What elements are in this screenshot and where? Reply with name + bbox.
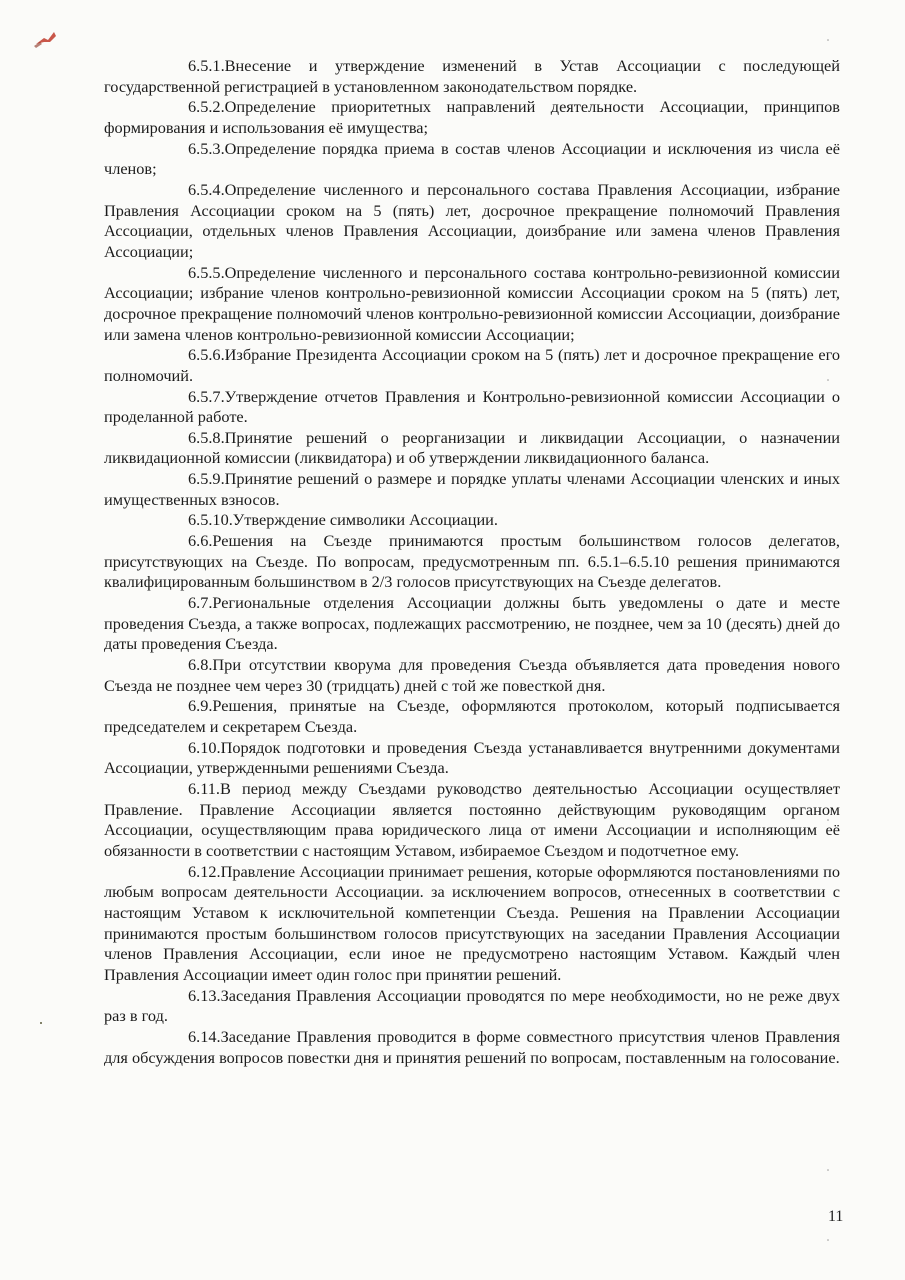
paragraph-text: Определение приоритетных направлений деятельности Ассоциации, принципов формирования и использования её имущества; <box>104 97 840 137</box>
paragraph-text: Порядок подготовки и проведения Съезда устанавливается внутренними документами Ассоциации, утвержденными решениями Съезда. <box>104 737 840 778</box>
paragraph <box>104 779 840 862</box>
paragraph-number: 6.5.2. <box>188 97 225 117</box>
paragraph-number: 6.5.5. <box>188 262 225 282</box>
paragraph <box>104 655 840 696</box>
paragraph-text: Внесение и утверждение изменений в Устав Ассоциации с последующей государственной регистрацией в установленном законодательством порядке. <box>104 56 840 96</box>
paragraph-number: 6.5.3. <box>188 138 225 158</box>
paragraph-number: 6.5.7. <box>188 386 225 406</box>
paragraph-number: 6.7. <box>188 593 213 613</box>
scan-speck <box>40 1022 42 1024</box>
paragraph-text: Определение численного и персонального состава контрольно-ревизионной комиссии Ассоциации; избрание членов контрольно-ревизионной комиссии Ассоциации сроком на 5 (пять) лет, досрочное прекращение полномочий членов контрольно-ревизионной комиссии Ассоциации, доизбрание или замена членов контрольно-ревизионной комиссии Ассоциации; <box>104 262 840 344</box>
paragraph-number: 6.5.10. <box>188 510 233 530</box>
paragraph <box>104 345 840 386</box>
paragraph-text: Избрание Президента Ассоциации сроком на 5 (пять) лет и досрочное прекращение его полномочий. <box>104 345 840 385</box>
paragraph-text: Заседания Правления Ассоциации проводятся по мере необходимости, но не реже двух раз в год. <box>104 985 840 1026</box>
paragraph-text: Определение порядка приема в состав членов Ассоциации и исключения из числа её членов; <box>104 138 840 179</box>
paragraph <box>104 986 840 1027</box>
paragraph <box>104 263 840 346</box>
paragraph-text: Принятие решений о размере и порядке уплаты членами Ассоциации членских и иных имущественных взносов. <box>104 469 840 509</box>
paragraph <box>104 1027 840 1068</box>
paragraph-text: Региональные отделения Ассоциации должны быть уведомлены о дате и месте проведения Съезда, а также вопросах, подлежащих рассмотрению, не позднее, чем за 10 (десять) дней до даты проведения Съезда. <box>104 593 840 654</box>
paragraph-number: 6.5.1. <box>188 56 225 75</box>
paragraph <box>104 531 840 593</box>
paragraph <box>104 180 840 263</box>
paragraph-text: Правление Ассоциации принимает решения, которые оформляются постановлениями по любым вопросам деятельности Ассоциации. за исключением вопросов, отнесенных в соответствии с настоящим Уставом к исключительной компетенции Съезда. Решения на Правлении Ассоциации принимаются простым большинством голосов присутствующих на заседании Правления Ассоциации членов Правления Ассоциации, если иное не предусмотрено настоящим Уставом. Каждый член Правления Ассоциации имеет один голос при принятии решений. <box>104 861 840 984</box>
paragraph <box>104 469 840 510</box>
paragraph <box>104 510 840 531</box>
paragraph-number: 6.12. <box>188 861 221 881</box>
paragraph-number: 6.5.6. <box>188 345 225 365</box>
paragraph <box>104 97 840 138</box>
paragraph-number: 6.5.8. <box>188 427 225 447</box>
paragraph <box>104 696 840 737</box>
paragraph-number: 6.6. <box>188 531 213 551</box>
paragraph <box>104 428 840 469</box>
paragraph-text: При отсутствии кворума для проведения Съезда объявляется дата проведения нового Съезда не позднее чем через 30 (тридцать) дней с той же повесткой дня. <box>104 655 840 695</box>
paragraph-number: 6.5.9. <box>188 469 225 489</box>
paragraph-text: Определение численного и персонального состава Правления Ассоциации, избрание Правления Ассоциации сроком на 5 (пять) лет, досрочное прекращение полномочий Правления Ассоциации, отдельных членов Правления Ассоциации, доизбрание или замена членов Правления Ассоциации; <box>104 179 840 261</box>
page-number: 11 <box>828 1208 844 1225</box>
paragraph-text: Утверждение отчетов Правления и Контрольно-ревизионной комиссии Ассоциации о проделанной работе. <box>104 386 840 427</box>
paragraph-number: 6.13. <box>188 985 221 1005</box>
paragraph-text: Заседание Правления проводится в форме совместного присутствия членов Правления для обсуждения вопросов повестки дня и принятия решений по вопросам, поставленным на голосование. <box>104 1026 840 1067</box>
paragraph-number: 6.9. <box>188 696 213 716</box>
paragraph <box>104 387 840 428</box>
paragraph-number: 6.14. <box>188 1026 221 1046</box>
paragraph <box>104 139 840 180</box>
paragraph-number: 6.10. <box>188 737 221 757</box>
paragraph <box>104 56 840 97</box>
document-body <box>104 56 840 1068</box>
paragraph <box>104 593 840 655</box>
paragraph-number: 6.11. <box>188 778 220 798</box>
paragraph-text: В период между Съездами руководство деятельностью Ассоциации осуществляет Правление. Правление Ассоциации является постоянно действующим руководящим органом Ассоциации, осуществляющим права юридического лица от имени Ассоциации и исполняющим её обязанности в соответствии с настоящим Уставом, избираемое Съездом и подотчетное ему. <box>104 778 840 860</box>
paragraph-text: Принятие решений о реорганизации и ликвидации Ассоциации, о назначении ликвидационной комиссии (ликвидатора) и об утверждении ликвидационного баланса. <box>104 427 840 468</box>
paragraph <box>104 862 840 986</box>
scan-artifact-mark <box>34 28 58 48</box>
paragraph-text: Утверждение символики Ассоциации. <box>232 510 498 530</box>
paragraph-text: Решения, принятые на Съезде, оформляются протоколом, который подписывается председателем и секретарем Съезда. <box>104 696 840 736</box>
paragraph-text: Решения на Съезде принимаются простым большинством голосов делегатов, присутствующих на Съезде. По вопросам, предусмотренным пп. 6.5.1–6.5.10 решения принимаются квалифицированным большинством в 2/3 голосов присутствующих на Съезде делегатов. <box>104 531 840 592</box>
paragraph-number: 6.5.4. <box>188 179 225 199</box>
paragraph-number: 6.8. <box>188 655 213 675</box>
paragraph <box>104 738 840 779</box>
